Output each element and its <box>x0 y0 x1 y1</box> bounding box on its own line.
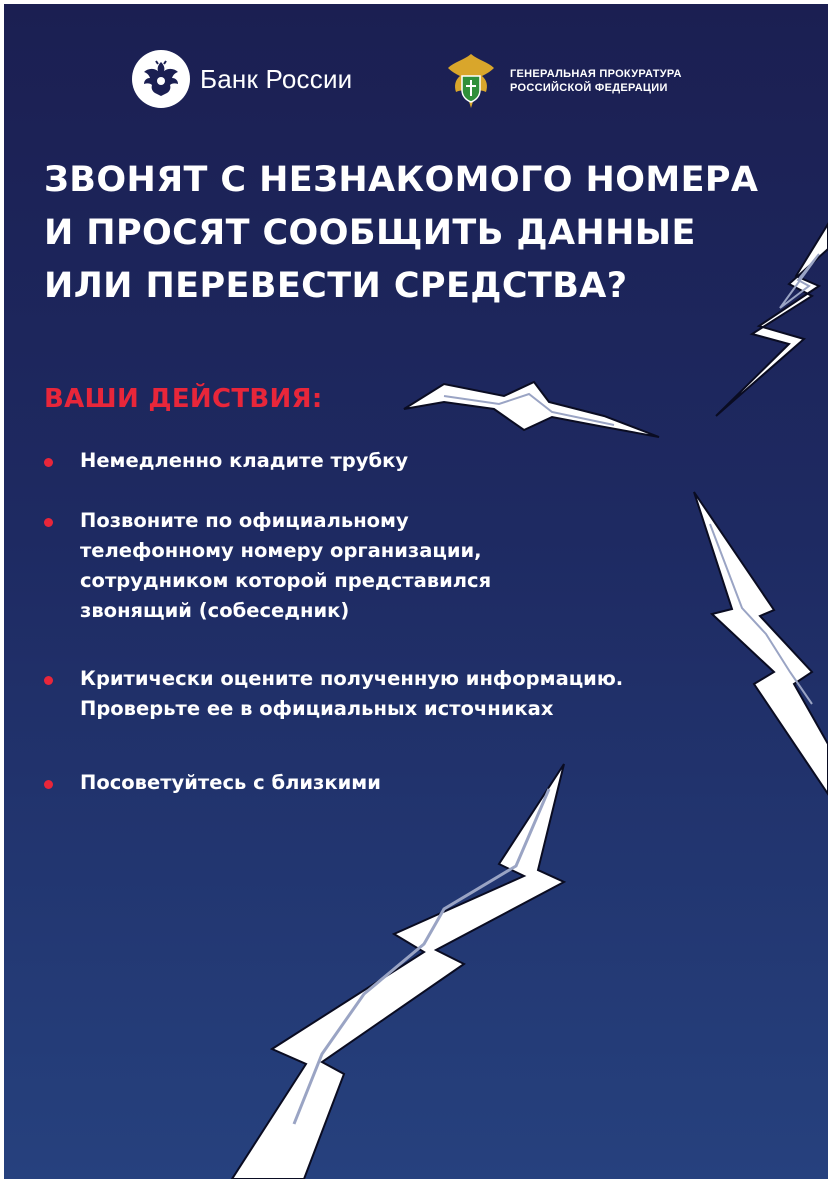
bullet-dot-icon <box>44 518 53 527</box>
headline-line1: ЗВОНЯТ С НЕЗНАКОМОГО НОМЕРА <box>44 160 759 200</box>
list-item-line: сотрудником которой представился <box>80 569 492 592</box>
list-item-line: звонящий (собеседник) <box>80 599 350 622</box>
lightning-bolt-icon <box>404 382 659 437</box>
list-item-text <box>80 664 623 724</box>
bullet-dot-icon <box>44 780 53 789</box>
bullet-dot-icon <box>44 676 53 685</box>
list-item <box>44 664 623 724</box>
prosecutor-name-line1: ГЕНЕРАЛЬНАЯ ПРОКУРАТУРА <box>510 68 682 80</box>
list-item-line: телефонному номеру организации, <box>80 539 482 562</box>
poster <box>4 4 828 1179</box>
bank-name: Банк России <box>200 63 353 94</box>
list-item <box>44 768 381 798</box>
prosecutor-emblem-icon <box>440 50 502 112</box>
list-item-line: Позвоните по официальному <box>80 509 409 532</box>
headline-line3: ИЛИ ПЕРЕВЕСТИ СРЕДСТВА? <box>44 266 628 306</box>
list-item <box>44 446 408 476</box>
list-item <box>44 506 491 626</box>
lightning-bolt-icon <box>232 764 564 1179</box>
headline <box>44 154 804 313</box>
list-item-text <box>80 446 408 476</box>
prosecutor-name-line2: РОССИЙСКОЙ ФЕДЕРАЦИИ <box>510 82 668 94</box>
list-item-text <box>80 506 491 626</box>
list-item-line: Немедленно кладите трубку <box>80 449 409 472</box>
list-item-line: Посоветуйтесь с близкими <box>80 771 381 794</box>
actions-title: ВАШИ ДЕЙСТВИЯ: <box>44 384 323 414</box>
headline-line2: И ПРОСЯТ СООБЩИТЬ ДАННЫЕ <box>44 213 696 253</box>
lightning-bolt-icon <box>694 492 828 794</box>
prosecutor-general-logo <box>440 50 682 112</box>
page-bottom-edge <box>0 1179 828 1183</box>
prosecutor-name <box>510 67 682 95</box>
list-item-line: Критически оцените полученную информацию. <box>80 667 624 690</box>
bank-of-russia-logo <box>132 50 352 108</box>
double-headed-eagle-icon <box>132 50 190 108</box>
list-item-line: Проверьте ее в официальных источниках <box>80 697 554 720</box>
list-item-text <box>80 768 381 798</box>
bullet-dot-icon <box>44 458 53 467</box>
